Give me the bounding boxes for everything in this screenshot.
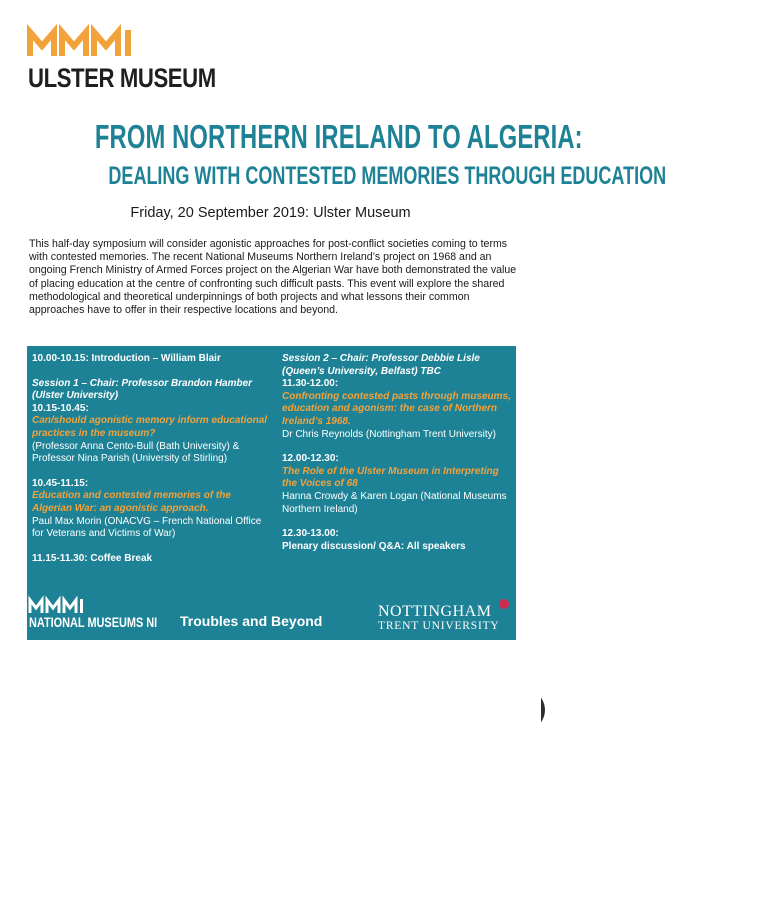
s1a-speakers: (Professor Anna Cento-Bull (Bath University) & Professor Nina Parish (University of Stirling) [32, 440, 240, 465]
ntu-badge-icon [499, 599, 509, 609]
nmni-logo-icon [28, 28, 138, 58]
s1a-time: 10.15-10.45: [32, 402, 89, 414]
title-line-1: FROM NORTHERN IRELAND TO ALGERIA: [94, 118, 583, 155]
ntu-name-line-2: TRENT UNIVERSITY [378, 620, 500, 632]
ntu-name-line-1: NOTTINGHAM [378, 603, 492, 620]
session-1-chair: Session 1 – Chair: Professor Brandon Hamber (Ulster University) [32, 377, 253, 402]
intro-slot: 10.00-10.15: Introduction – William Blair [32, 353, 221, 364]
programme-box [27, 346, 516, 583]
intro-paragraph: This half-day symposium will consider agonistic approaches for post-conflict societies coming to terms with contested memories. The recent National Museums Northern Ireland’s project on 1968 and an ongoing French Ministry of Armed Forces project on the Algerian War have both demonstrated the value of placing education at the centre of confronting such difficult pasts. This event will explore the shared methodological and theoretical underpinnings of both projects and what lessons their common approaches have to offer in their respective locations and beyond. [29, 238, 517, 317]
s2a-title: Confronting contested pasts through museums, education and agonism: the case of Northern Ireland’s 1968. [282, 390, 511, 427]
programme-left-column [32, 353, 272, 565]
s1b-speakers: Paul Max Morin (ONACVG – French National Office for Veterans and Victims of War) [32, 515, 262, 540]
s2b-time: 12.00-12.30: [282, 453, 339, 465]
s2b-speakers: Hanna Crowdy & Karen Logan (National Museums Northern Ireland) [282, 490, 507, 515]
closing-time: 12.30-13.00: [282, 528, 339, 540]
programme-right-column [282, 353, 512, 553]
coffee-break: 11.15-11.30: Coffee Break [32, 552, 153, 564]
museum-name: ULSTER MUSEUM [28, 63, 216, 93]
event-date: Friday, 20 September 2019: Ulster Museum [130, 205, 411, 221]
s2a-speakers: Dr Chris Reynolds (Nottingham Trent University) [282, 428, 496, 440]
nmni-partner-name: NATIONAL MUSEUMS NI [29, 614, 158, 630]
nmni-partner-logo-icon [29, 598, 89, 614]
s1a-title: Can/should agonistic memory inform educational practices in the museum? [32, 415, 268, 439]
s2a-time: 11.30-12.00: [282, 378, 339, 390]
closing-desc: Plenary discussion/ Q&A: All speakers [282, 540, 466, 552]
troubles-and-beyond-logo: Troubles and Beyond [180, 613, 323, 629]
session-2-chair: Session 2 – Chair: Professor Debbie Lisle (Queen’s University, Belfast) TBC [282, 353, 480, 377]
s1b-time: 10.45-11.15: [32, 477, 89, 489]
title-line-2: DEALING WITH CONTESTED MEMORIES THROUGH EDUCATION [108, 162, 667, 190]
s1b-title: Education and contested memories of the Algerian War: an agonistic approach. [32, 490, 231, 514]
s2b-title: The Role of the Ulster Museum in Interpreting the Voices of 68 [282, 465, 499, 490]
